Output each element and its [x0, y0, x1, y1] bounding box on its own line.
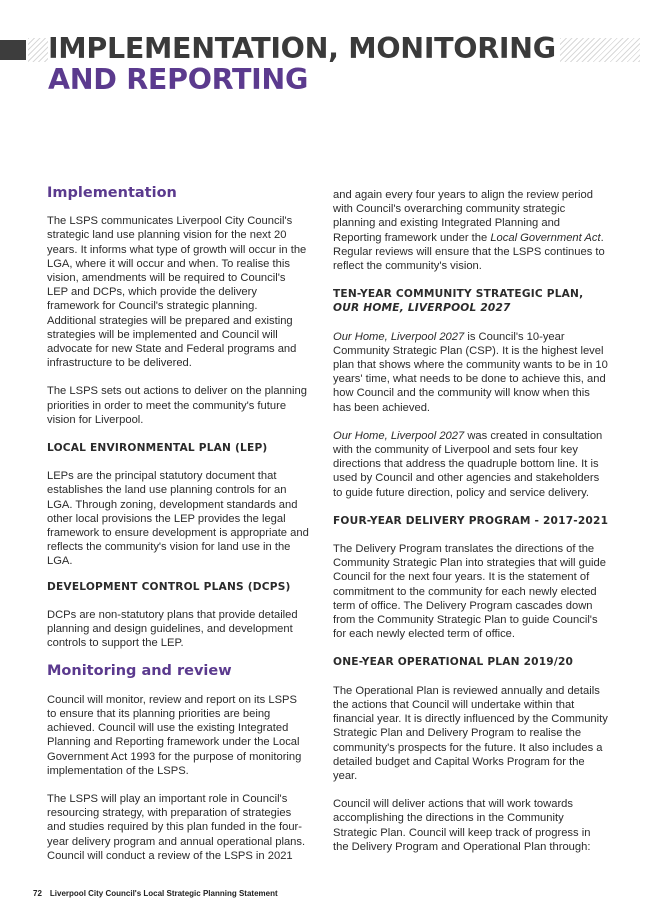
title-accent-bar — [0, 40, 26, 60]
act-name: Local Government Act — [490, 231, 601, 244]
title-hatch-left — [28, 38, 48, 62]
continued-paragraph: and again every four years to align the review period with Council's overarching community strategic planning and existing Integrated Planning and Reporting framework under the Local Government Act. Regular reviews will ensure that the LSPS continues to reflect the community's vision. — [333, 189, 605, 273]
csp-paragraph-1: Our Home, Liverpool 2027 is Council's 10-year Community Strategic Plan (CSP). It is the highest level plan that shows where the community wants to be in 10 years' time, what needs to be done to achieve this, and how Council and the community will know when this has been achieved. — [333, 330, 608, 414]
page-title-line2: AND REPORTING — [48, 63, 309, 96]
page-footer — [33, 889, 278, 898]
title-hatch-right — [560, 38, 640, 62]
right-column — [333, 188, 609, 854]
implementation-heading: Implementation — [47, 185, 177, 201]
monitoring-heading: Monitoring and review — [47, 663, 232, 680]
monitoring-paragraph-2: The LSPS will play an important role in Council's resourcing strategy, with preparation of strategies and studies required by this plan funded in the four-year delivery program and annual operational plans. Council will conduct a review of the LSPS in 2021 — [47, 792, 306, 862]
delivery-program-heading: FOUR-YEAR DELIVERY PROGRAM - 2017-2021 — [333, 514, 609, 527]
implementation-paragraph-2: The LSPS sets out actions to deliver on the planning priorities in order to meet the community's future vision for Liverpool. — [47, 385, 307, 426]
operational-plan-paragraph-2: Council will deliver actions that will work towards accomplishing the directions in the Community Strategic Plan. Council will keep track of progress in the Delivery Program and Operational Plan through: — [333, 798, 591, 853]
operational-plan-heading: ONE-YEAR OPERATIONAL PLAN 2019/20 — [333, 656, 574, 669]
page-title-line1: IMPLEMENTATION, MONITORING — [48, 32, 556, 65]
lep-heading: LOCAL ENVIRONMENTAL PLAN (LEP) — [47, 442, 268, 455]
dcp-paragraph: DCPs are non-statutory plans that provide detailed planning and design guidelines, and development controls to support the LEP. — [47, 608, 298, 650]
left-column — [47, 186, 309, 863]
document-title: Liverpool City Council's Local Strategic Planning Statement — [49, 889, 278, 898]
csp-paragraph-2: Our Home, Liverpool 2027 was created in consultation with the community of Liverpool and sets four key directions that address the quadruple bottom line. It is used by Council and other agencies and stakeholders to guide future direction, policy and service delivery. — [333, 429, 603, 499]
dcp-heading: DEVELOPMENT CONTROL PLANS (DCPS) — [47, 580, 291, 593]
operational-plan-paragraph-1: The Operational Plan is reviewed annually and details the actions that Council will undertake within that financial year. It is directly influenced by the Community Strategic Plan and Delivery Program to realise the community's prospects for the future. It also includes a detailed budget and Capital Works Program for the year. — [333, 684, 608, 782]
page-title — [48, 33, 556, 95]
lep-paragraph: LEPs are the principal statutory document that establishes the land use planning controls for an LGA. Through zoning, development standards and other local provisions the LEP provides the legal framework to ensure development is appropriate and reflects the community's vision for land use in the LGA. — [47, 470, 309, 568]
csp-heading: TEN-YEAR COMMUNITY STRATEGIC PLAN, OUR HOME, LIVERPOOL 2027 — [333, 288, 584, 315]
delivery-program-paragraph: The Delivery Program translates the directions of the Community Strategic Plan into strategies that will guide Council for the next four years. It is the statement of commitment to the community for each newly elected term of office. The Delivery Program cascades down from the Community Strategic Plan to guide Council's for each newly elected term of office. — [333, 543, 606, 641]
monitoring-paragraph-1: Council will monitor, review and report on its LSPS to ensure that its planning priorities are being achieved. Council will use the existing Integrated Planning and Reporting framework under the Local Government Act 1993 for the purpose of monitoring implementation of the LSPS. — [47, 693, 302, 777]
implementation-paragraph-1: The LSPS communicates Liverpool City Council's strategic land use planning vision for the next 20 years. It informs what type of growth will occur in the LGA, where it will occur and when. To realise this vision, amendments will be required to Council's LEP and DCPs, which provide the delivery framework for Council's strategic planning. Additional strategies will be prepared and existing strategies will be implemented and Council will advocate for new State and Federal programs and infrastructure to be delivered. — [47, 215, 307, 370]
page-number: 72 — [33, 889, 42, 898]
csp-heading-title: OUR HOME, LIVERPOOL 2027 — [333, 302, 511, 315]
